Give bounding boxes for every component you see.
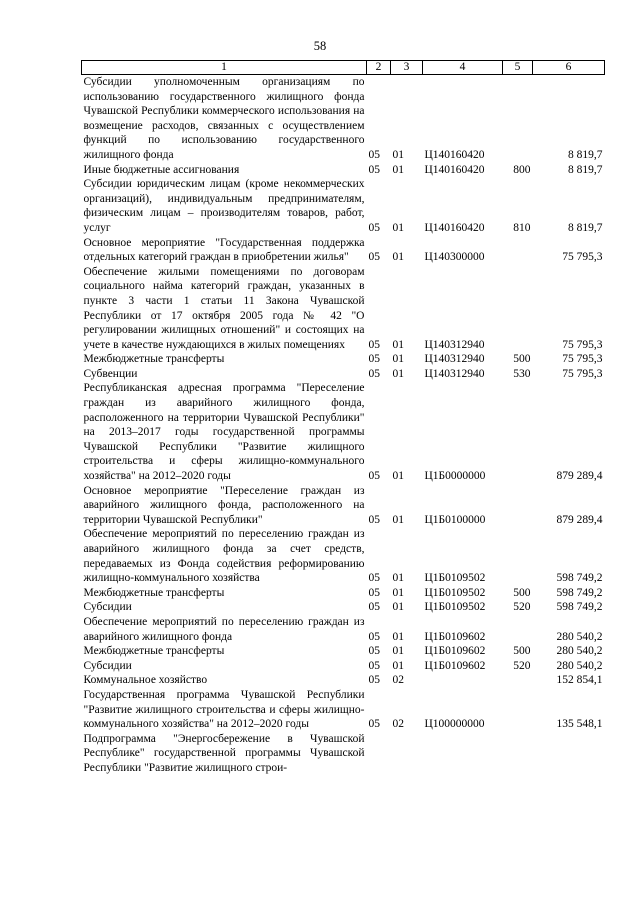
target-article-code: Ц1Б0109602 <box>424 645 486 658</box>
amount: 280 540,2 <box>556 645 603 658</box>
expense-type-code: 500 <box>513 586 531 599</box>
subsection-code: 02 <box>392 718 404 731</box>
section-code: 05 <box>368 674 380 687</box>
amount: 75 795,3 <box>562 353 603 366</box>
target-article-code: Ц1Б0109502 <box>424 586 486 599</box>
row-name: Обеспечение жилыми помещениями по договорам социального найма категорий граждан, указанных в пункте 3 части 1 статьи 11 Закона Чувашской Республики от 17 октября 2005 года № 42 "О регулировании жилищных отношений" и состоящих на учете в качестве нуждающихся в жилых помещениях <box>83 265 365 351</box>
expense-type-code: 520 <box>513 601 531 614</box>
subsection-code: 01 <box>392 586 404 599</box>
expense-type-code: 810 <box>513 221 531 234</box>
section-code: 05 <box>368 572 380 585</box>
amount: 8 819,7 <box>568 148 603 161</box>
row-name: Субсидии уполномоченным организациям по использованию государственного жилищного фонда Чувашской Республики коммерческого использования на возмещение расходов, связанных с осуществлением функций по использованию государственного жилищного фонда <box>83 76 365 161</box>
subsection-code: 01 <box>392 659 404 672</box>
subsection-code: 01 <box>392 367 404 380</box>
amount: 8 819,7 <box>568 221 603 234</box>
target-article-code: Ц1Б0109602 <box>424 630 486 643</box>
table-row <box>82 163 605 178</box>
target-article-code: Ц1Б0000000 <box>424 470 486 483</box>
amount: 75 795,3 <box>562 251 603 264</box>
table-row <box>82 484 605 528</box>
column-header: 1 <box>82 61 367 75</box>
target-article-code: Ц140300000 <box>424 251 485 264</box>
target-article-code: Ц1Б0100000 <box>424 513 486 526</box>
table-row <box>82 586 605 601</box>
budget-table <box>81 60 605 776</box>
row-name: Основное мероприятие "Переселение граждан из аварийного жилищного фонда, расположенного на территории Чувашской Республики" <box>83 484 365 526</box>
target-article-code <box>423 673 503 688</box>
row-name: Межбюджетные трансферты <box>83 353 225 366</box>
row-name: Межбюджетные трансферты <box>83 586 225 599</box>
row-name: Государственная программа Чувашской Республики "Развитие жилищного строительства и сферы жилищно-коммунального хозяйства" на 2012–2020 годы <box>83 688 365 731</box>
target-article-code: Ц140160420 <box>424 148 485 161</box>
section-code: 05 <box>368 513 380 526</box>
subsection-code: 01 <box>392 353 404 366</box>
row-name: Коммунальное хозяйство <box>83 674 208 687</box>
page-number: 58 <box>313 39 327 53</box>
subsection-code <box>391 732 423 776</box>
amount: 280 540,2 <box>556 630 603 643</box>
table-row <box>82 615 605 644</box>
column-header: 4 <box>423 61 503 75</box>
row-name: Основное мероприятие "Государственная поддержка отдельных категорий граждан в приобретении жилья" <box>83 236 365 264</box>
row-name: Подпрограмма "Энергосбережение в Чувашской Республике" государственной программы Чувашской Республики "Развитие жилищного строи- <box>83 732 365 774</box>
section-code: 05 <box>368 630 380 643</box>
amount: 75 795,3 <box>562 367 603 380</box>
table-row <box>82 673 605 688</box>
section-code: 05 <box>368 221 380 234</box>
expense-type-code: 520 <box>513 659 531 672</box>
expense-type-code: 500 <box>513 353 531 366</box>
table-header-row <box>82 61 605 75</box>
expense-type-code <box>503 527 533 585</box>
subsection-code: 01 <box>392 338 404 351</box>
row-name: Республиканская адресная программа "Переселение граждан из аварийного жилищного фонда, расположенного на территории Чувашской Республики" на 2013–2017 годы государственной программы Чувашской Республики "Развитие жилищного строительства и сферы жилищно-коммунального хозяйства" на 2012–2020 годы <box>83 382 365 483</box>
section-code: 05 <box>368 353 380 366</box>
subsection-code: 01 <box>392 601 404 614</box>
expense-type-code <box>503 484 533 528</box>
row-name: Обеспечение мероприятий по переселению граждан из аварийного жилищного фонда <box>83 615 365 643</box>
amount: 280 540,2 <box>556 659 603 672</box>
table-row <box>82 659 605 674</box>
amount: 598 749,2 <box>556 572 603 585</box>
column-header: 5 <box>503 61 533 75</box>
table-row <box>82 644 605 659</box>
expense-type-code <box>503 688 533 732</box>
expense-type-code <box>503 236 533 265</box>
expense-type-code <box>503 75 533 163</box>
subsection-code: 01 <box>392 148 404 161</box>
target-article-code: Ц140312940 <box>424 367 485 380</box>
subsection-code: 01 <box>392 470 404 483</box>
expense-type-code <box>503 732 533 776</box>
row-name: Обеспечение мероприятий по переселению граждан из аварийного жилищного фонда за счет средств, передаваемых из Фонда содействия реформированию жилищно-коммунального хозяйства <box>83 528 365 585</box>
target-article-code: Ц140312940 <box>424 353 485 366</box>
section-code: 05 <box>368 645 380 658</box>
amount: 75 795,3 <box>562 338 603 351</box>
expense-type-code: 530 <box>513 367 531 380</box>
subsection-code: 01 <box>392 251 404 264</box>
subsection-code: 01 <box>392 163 404 176</box>
column-header: 2 <box>367 61 391 75</box>
table-row <box>82 381 605 483</box>
subsection-code: 01 <box>392 630 404 643</box>
subsection-code: 01 <box>392 572 404 585</box>
subsection-code: 02 <box>392 674 404 687</box>
table-row <box>82 352 605 367</box>
table-row <box>82 265 605 353</box>
subsection-code: 01 <box>392 645 404 658</box>
table-row <box>82 75 605 163</box>
expense-type-code: 800 <box>513 163 531 176</box>
target-article-code: Ц1Б0109602 <box>424 659 486 672</box>
row-name: Субсидии <box>83 659 132 672</box>
target-article-code: Ц1Б0109502 <box>424 601 486 614</box>
amount: 598 749,2 <box>556 586 603 599</box>
section-code: 05 <box>368 601 380 614</box>
table-row <box>82 527 605 585</box>
expense-type-code <box>503 673 533 688</box>
section-code: 05 <box>368 718 380 731</box>
amount: 879 289,4 <box>556 513 603 526</box>
target-article-code: Ц140160420 <box>424 221 485 234</box>
subsection-code: 01 <box>392 221 404 234</box>
expense-type-code <box>503 615 533 644</box>
target-article-code: Ц100000000 <box>424 718 485 731</box>
target-article-code: Ц1Б0109502 <box>424 572 486 585</box>
table-row <box>82 177 605 235</box>
table-row <box>82 732 605 776</box>
row-name: Межбюджетные трансферты <box>83 645 225 658</box>
target-article-code: Ц140160420 <box>424 163 485 176</box>
section-code: 05 <box>368 148 380 161</box>
section-code: 05 <box>368 470 380 483</box>
column-header: 6 <box>533 61 605 75</box>
row-name: Субсидии юридическим лицам (кроме некоммерческих организаций), индивидуальным предпринимателям, физическим лицам – производителям товаров, работ, услуг <box>83 178 365 234</box>
section-code: 05 <box>368 659 380 672</box>
section-code: 05 <box>368 163 380 176</box>
expense-type-code: 500 <box>513 645 531 658</box>
column-header: 3 <box>391 61 423 75</box>
expense-type-code <box>503 381 533 483</box>
subsection-code: 01 <box>392 513 404 526</box>
amount <box>533 732 605 776</box>
section-code: 05 <box>368 251 380 264</box>
table-row <box>82 236 605 265</box>
section-code <box>367 732 391 776</box>
table-row <box>82 688 605 732</box>
section-code: 05 <box>368 586 380 599</box>
amount: 8 819,7 <box>568 163 603 176</box>
target-article-code: Ц140312940 <box>424 338 485 351</box>
section-code: 05 <box>368 367 380 380</box>
table-row <box>82 600 605 615</box>
target-article-code <box>423 732 503 776</box>
row-name: Иные бюджетные ассигнования <box>83 163 240 176</box>
row-name: Субсидии <box>83 601 132 614</box>
row-name: Субвенции <box>83 367 138 380</box>
amount: 135 548,1 <box>556 718 603 731</box>
expense-type-code <box>503 265 533 353</box>
amount: 598 749,2 <box>556 601 603 614</box>
section-code: 05 <box>368 338 380 351</box>
amount: 152 854,1 <box>556 674 603 687</box>
amount: 879 289,4 <box>556 470 603 483</box>
table-row <box>82 367 605 382</box>
